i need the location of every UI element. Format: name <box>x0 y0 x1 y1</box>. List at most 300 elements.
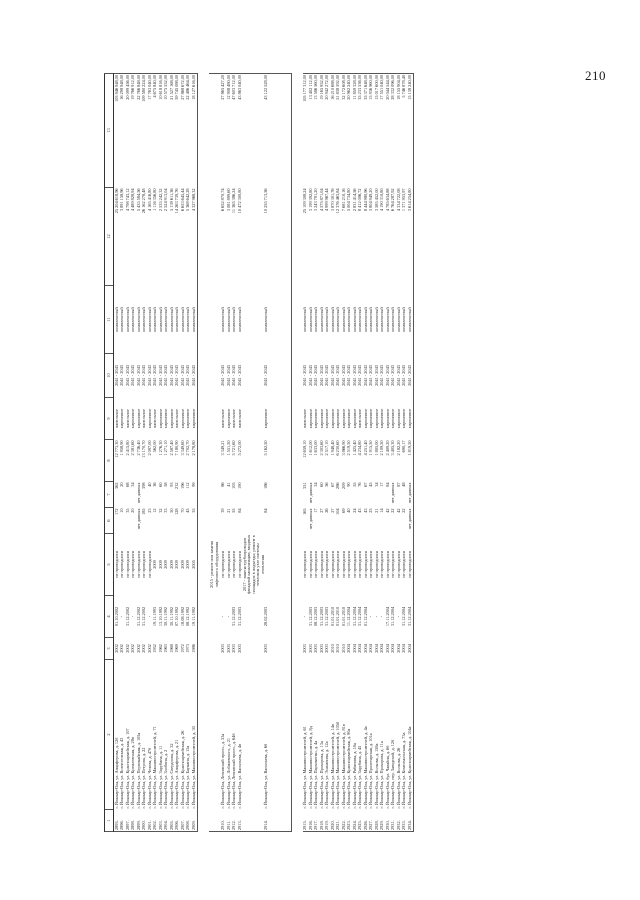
cell-privatization-date: - <box>119 615 125 618</box>
cell-address: г. Йошкар-Ола, Ленинский просп., д. 53а <box>220 733 226 809</box>
cell-apartments: 70 <box>179 508 185 513</box>
cell-residents: 190 <box>236 482 242 489</box>
cell-year-built: 1972 <box>179 644 185 653</box>
cell-apartments: 84 <box>236 508 242 513</box>
cell-cost-estimate: 12 376 463,84 <box>335 188 341 214</box>
column-header-2: 2 <box>105 660 114 810</box>
cell-row-number: 2934. <box>407 810 413 832</box>
cell-wall-material: кирпичное <box>395 408 401 429</box>
cell-wall-material: панельное <box>357 409 363 428</box>
cell-address: г. Йошкар-Ола, ул. Лобачевского, д. 21 <box>225 737 231 809</box>
cell-residents: 186 <box>243 482 292 508</box>
cell-apartments: 10 <box>119 508 125 513</box>
cell-repair-type: комплексный <box>318 307 324 332</box>
cell-cost-estimate: 5 139 611,36 <box>168 188 174 211</box>
cell-year-built: 1986 <box>191 638 197 660</box>
cell-wall-material: панельное <box>302 409 308 428</box>
column-header-6: 6 <box>105 508 114 534</box>
cell-cost-estimate: 4 334 722,08 <box>395 188 401 212</box>
column-header-9: 9 <box>105 398 114 440</box>
cell-planned-period: 2041 - 2043 <box>146 365 152 386</box>
cell-area: 2 409,20 <box>384 440 390 456</box>
cell-cost-estimate: 2 535 242,32 <box>157 188 163 212</box>
cell-address: г. Йошкар-Ола, бул. Чавайна, д. 6б <box>384 745 390 809</box>
cell-planned-period: 2041 - 2043 <box>390 365 396 386</box>
cell-cost-estimate: 11 365 386,24 <box>231 188 237 214</box>
cell-row-number: 2930. <box>385 810 391 832</box>
cell-address: г. Йошкар-Ола, ул. Злобина, д. 2 <box>163 749 169 809</box>
cell-apartments: 25 <box>368 508 374 513</box>
cell-total-cost: 13 402 112,00 <box>308 74 314 188</box>
cell-repair-type: комплексный <box>390 307 396 332</box>
cell-apartments: нет данных <box>407 508 413 534</box>
cell-privatization-date: 01.10.2002 <box>113 606 119 627</box>
cell-area: 2 109,50 <box>379 440 385 456</box>
cell-residents: 58 <box>163 482 169 487</box>
cell-year-built: 2002 <box>124 644 130 653</box>
cell-repair-type: комплексный <box>307 307 313 332</box>
cell-privatization-date: 19.11.1992 <box>191 596 197 638</box>
cell-privatization-date: - <box>130 615 136 618</box>
cell-privatization-date: 01.12.2004 <box>362 606 368 627</box>
cell-repair-type: комплексный <box>373 307 379 332</box>
cell-year-built <box>209 638 221 660</box>
cell-repair-type: комплексный <box>368 307 374 332</box>
cell-privatization-date: 31.12.2004 <box>357 606 363 627</box>
cell-residents: 68 <box>124 482 130 487</box>
cell-privatization-date: 31.12.2004 <box>390 606 396 627</box>
cell-last-repair: не проводился <box>357 551 363 578</box>
cell-last-repair: не проводился <box>368 551 374 578</box>
cell-cost-estimate: 3 870 301,76 <box>329 188 335 212</box>
cell-year-built: 2010 <box>340 644 346 653</box>
cell-apartments: 20 <box>130 508 136 513</box>
cell-row-number: 2908. <box>186 810 192 832</box>
cell-apartments: 165 <box>302 508 308 515</box>
cell-row-number: 2928. <box>374 810 380 832</box>
cell-last-repair: 2009 <box>157 560 163 569</box>
cell-cost-estimate: 26 162 278,48 <box>141 188 147 214</box>
cell-row-number: 2912. <box>232 810 238 832</box>
cell-wall-material: кирпичное <box>368 408 374 429</box>
cell-last-repair: не проводился <box>130 551 136 578</box>
cell-cost-estimate: 2 831 414,56 <box>351 188 357 212</box>
cell-privatization-date: - <box>379 615 385 618</box>
cell-wall-material: кирпичное <box>379 408 385 429</box>
cell-year-built: 2002 <box>135 644 141 653</box>
cell-address: г. Йошкар-Ола, ул. Анциферова, д. 12б <box>113 737 119 809</box>
cell-wall-material: панельное <box>231 409 237 428</box>
cell-row-number: 2917. <box>314 810 320 832</box>
cell-apartments: 14 <box>379 508 385 513</box>
cell-repair-type: комплексный <box>243 286 292 354</box>
cell-wall-material: кирпичное <box>313 408 319 429</box>
cell-year-built: 2004 <box>357 644 363 653</box>
cell-privatization-date: 31.12.2002 <box>124 606 130 627</box>
capital-repair-register-table <box>104 73 414 832</box>
cell-address: г. Йошкар-Ола, ул. Машиностроителей, д. 81в <box>340 724 346 809</box>
cell-year-built: 2003 <box>243 638 292 660</box>
cell-total-cost: 20 099 456,00 <box>125 74 131 188</box>
cell-privatization-date: 31.12.2003 <box>231 606 237 627</box>
cell-wall-material: кирпичное <box>335 408 341 429</box>
cell-row-number: 2904. <box>164 810 170 832</box>
cell-planned-period: 2041 - 2043 <box>174 365 180 386</box>
cell-wall-material: кирпичное <box>324 408 330 429</box>
table-body <box>114 74 414 832</box>
cell-privatization-date: - <box>395 615 401 618</box>
cell-total-cost: 12 908 480,00 <box>226 74 232 188</box>
cell-total-cost: 11 859 328,00 <box>352 74 358 188</box>
cell-total-cost: 22 486 464,00 <box>186 74 192 188</box>
cell-planned-period: 2041 - 2043 <box>373 365 379 386</box>
cell-last-repair: 2009 <box>179 560 185 569</box>
cell-total-cost: 27 868 672,00 <box>180 74 186 188</box>
cell-residents <box>209 482 221 508</box>
cell-privatization-date: 01.01.2010 <box>340 606 346 627</box>
cell-last-repair: не проводился <box>401 551 407 578</box>
cell-apartments: 32 <box>157 508 163 513</box>
cell-planned-period: 2041 - 2043 <box>236 365 242 386</box>
cell-apartments: 39 <box>220 508 226 513</box>
cell-total-cost: 5 746 878,40 <box>402 74 408 188</box>
cell-apartments: 128 <box>174 508 180 515</box>
cell-last-repair: не проводился <box>379 551 385 578</box>
cell-year-built: 2004 <box>351 644 357 653</box>
cell-area: 1 958,90 <box>119 440 125 456</box>
cell-area: 1 271,10 <box>163 440 169 456</box>
cell-last-repair: не проводился <box>307 551 313 578</box>
cell-total-cost: 59 745 088,00 <box>175 74 181 188</box>
cell-area: 1 819,50 <box>407 440 413 482</box>
cell-planned-period: 2041 - 2043 <box>119 365 125 386</box>
cell-year-built: 2004 <box>401 644 407 653</box>
column-number-row <box>105 74 114 832</box>
column-header-8: 8 <box>105 440 114 482</box>
cell-repair-type: комплексный <box>130 307 136 332</box>
cell-residents: 362 <box>113 482 119 489</box>
cell-row-number: 2909. <box>191 810 197 832</box>
cell-repair-type: комплексный <box>362 307 368 332</box>
cell-apartments: 172 <box>113 508 119 515</box>
cell-planned-period: 2041 - 2043 <box>329 365 335 386</box>
cell-area: 2 178,80 <box>191 440 197 482</box>
cell-address: г. Йошкар-Ола, ул. Волкова, д. 26 <box>395 747 401 809</box>
cell-privatization-date: - <box>368 615 374 618</box>
cell-total-cost: 28 332 096,00 <box>391 74 397 188</box>
cell-year-built: 2010 <box>335 644 341 653</box>
cell-wall-material: кирпичное <box>318 408 324 429</box>
column-header-10: 10 <box>105 354 114 398</box>
cell-cost-estimate: 4 190 310,80 <box>379 188 385 212</box>
cell-last-repair: не проводился <box>324 551 330 578</box>
cell-cost-estimate: 5 368 642,28 <box>185 188 191 212</box>
cell-cost-estimate: 3 614 254,80 <box>407 188 413 286</box>
cell-residents: 56 <box>324 482 330 487</box>
cell-year-built: 1969 <box>174 644 180 653</box>
cell-planned-period: 2041 - 2043 <box>113 365 119 386</box>
cell-cost-estimate: 3 199 392,80 <box>307 188 313 212</box>
cell-address: г. Йошкар-Ола, ул. Машиностроителей, д. 105б <box>335 721 341 809</box>
cell-area: 1 805,00 <box>373 440 379 456</box>
cell-address: г. Йошкар-Ола, ул. Машиностроителей, д. 71 <box>152 726 158 809</box>
cell-cost-estimate: 8 412 006,72 <box>357 188 363 212</box>
cell-wall-material: кирпичное <box>407 398 413 440</box>
cell-apartments: 21 <box>373 508 379 513</box>
cell-row-number: 2932. <box>396 810 402 832</box>
cell-year-built: 2003 <box>231 644 237 653</box>
cell-residents: 196 <box>179 482 185 489</box>
cell-privatization-date: 31.12.2003 <box>324 606 330 627</box>
cell-last-repair: не проводился <box>362 551 368 578</box>
cell-year-built: 2002 <box>141 644 147 653</box>
cell-wall-material: панельное <box>220 409 226 428</box>
cell-year-built: 2003 <box>313 644 319 653</box>
cell-wall-material: кирпичное <box>401 408 407 429</box>
cell-wall-material: кирпичное <box>119 408 125 429</box>
cell-planned-period: 2041 - 2043 <box>225 365 231 386</box>
cell-wall-material: кирпичное <box>130 408 136 429</box>
cell-cost-estimate: 4 798 743,12 <box>124 188 130 212</box>
cell-repair-type: комплексный <box>340 307 346 332</box>
cell-residents: 60 <box>157 482 163 487</box>
cell-row-number: 2919. <box>325 810 331 832</box>
cell-wall-material: панельное <box>124 409 130 428</box>
cell-apartments: 69 <box>340 508 346 513</box>
cell-year-built: 2003 <box>324 644 330 653</box>
cell-cost-estimate: 4 785 634,88 <box>384 188 390 212</box>
cell-last-repair: 2009 <box>174 560 180 569</box>
cell-address: г. Йошкар-Ола, ул. Машиностроителей, д. 4а <box>362 726 368 809</box>
column-header-11: 11 <box>105 286 114 354</box>
cell-repair-type: комплексный <box>157 307 163 332</box>
cell-total-cost: 105 946 948,00 <box>114 74 120 188</box>
cell-last-repair: не проводился <box>302 551 308 578</box>
cell-privatization-date: 13.10.1992 <box>157 606 163 627</box>
cell-year-built: 2004 <box>407 638 413 660</box>
cell-last-repair: не проводился <box>220 551 226 578</box>
cell-last-repair: не проводился <box>124 551 130 578</box>
cell-last-repair: не проводился <box>340 551 346 578</box>
cell-row-number: 2927. <box>369 810 375 832</box>
cell-residents: 60 <box>318 482 324 487</box>
cell-row-number: 2899. <box>136 810 142 832</box>
cell-apartments: 33 <box>163 508 169 513</box>
cell-area: 1 948,40 <box>329 440 335 456</box>
cell-last-repair: не проводился <box>329 551 335 578</box>
cell-area: 3 866,90 <box>340 440 346 456</box>
cell-row-number: 2929. <box>380 810 386 832</box>
cell-cost-estimate: 10 255 713,56 <box>243 188 292 286</box>
cell-planned-period: 2041 - 2043 <box>302 365 308 386</box>
cell-privatization-date: 08.12.1992 <box>185 606 191 627</box>
cell-row-number: 2907. <box>180 810 186 832</box>
cell-row-number: 2906. <box>175 810 181 832</box>
cell-repair-type: комплексный <box>335 307 341 332</box>
cell-total-cost: 13 586 560,00 <box>314 74 320 188</box>
cell-wall-material: кирпичное <box>157 408 163 429</box>
cell-planned-period: 2041 - 2043 <box>407 354 413 398</box>
cell-repair-type: комплексный <box>407 286 413 354</box>
cell-address: г. Йошкар-Ола, ул. Свердлова, д. 32 <box>168 743 174 809</box>
cell-wall-material: панельное <box>113 409 119 428</box>
cell-repair-type: комплексный <box>231 307 237 332</box>
table-row <box>407 74 413 832</box>
cell-total-cost: 17 551 040,00 <box>380 74 386 188</box>
cell-cost-estimate: 1 116 356,80 <box>152 188 158 211</box>
cell-residents: 286 <box>335 482 341 489</box>
cell-area: 3 349,21 <box>220 440 226 456</box>
cell-planned-period: 2041 - 2043 <box>231 365 237 386</box>
cell-cost-estimate: 4 999 967,44 <box>324 188 330 212</box>
cell-row-number: 2922. <box>341 810 347 832</box>
cell-repair-type: комплексный <box>220 307 226 332</box>
cell-cost-estimate: 25 204 618,96 <box>113 188 119 214</box>
cell-repair-type: комплексный <box>124 307 130 332</box>
cell-total-cost: 21 527 168,00 <box>169 74 175 188</box>
cell-total-cost: 20 044 544,00 <box>385 74 391 188</box>
cell-cost-estimate: 1 371 953,97 <box>401 188 407 212</box>
cell-residents: нет данных <box>407 482 413 508</box>
cell-privatization-date: 07.10.1992 <box>174 606 180 627</box>
cell-residents: 41 <box>225 482 231 487</box>
cell-year-built: 2003 <box>236 644 242 653</box>
cell-total-cost: 18 155 904,00 <box>396 74 402 188</box>
cell-total-cost: 47 603 712,00 <box>232 74 238 188</box>
cell-wall-material: кирпичное <box>243 398 292 440</box>
cell-area: 4 251,40 <box>362 440 368 456</box>
cell-planned-period: 2041 - 2043 <box>130 365 136 386</box>
cell-address: г. Йошкар-Ола, ул. Комсомольская, д. 73а <box>401 732 407 809</box>
cell-address: г. Йошкар-Ола, Ленинский просп., д. 64б <box>231 733 237 809</box>
cell-repair-type: комплексный <box>324 307 330 332</box>
cell-last-repair: не проводился <box>225 551 231 578</box>
cell-address: г. Йошкар-Ола, ул. Машиностроителей, д. 61 <box>302 726 308 809</box>
cell-residents: 36 <box>152 482 158 487</box>
cell-area: 2 097,00 <box>146 440 152 456</box>
cell-address: г. Йошкар-Ола, ул. Машиностроителей, д. 8д <box>307 726 313 809</box>
cell-address: г. Йошкар-Ола, ул. Петрова, д. 22 <box>141 747 147 809</box>
cell-address: г. Йошкар-Ола, ул. Пархоменко, д. 4а <box>313 740 319 809</box>
cell-address: г. Йошкар-Ола, ул. Васильева, д. 4в <box>236 743 242 809</box>
cell-cost-estimate: 3 585 452,00 <box>373 188 379 212</box>
cell-area: 2 303,60 <box>318 440 324 456</box>
cell-privatization-date: 01.01.2010 <box>335 606 341 627</box>
cell-year-built: 2004 <box>362 644 368 653</box>
cell-row-number: 2900. <box>142 810 148 832</box>
cell-last-repair: не проводился <box>351 551 357 578</box>
cell-total-cost: 51 838 592,00 <box>336 74 342 188</box>
cell-area: 2 415,80 <box>124 440 130 456</box>
cell-wall-material: кирпичное <box>168 408 174 429</box>
cell-wall-material: кирпичное <box>390 408 396 429</box>
cell-row-number: 2923. <box>347 810 353 832</box>
cell-residents: 55 <box>351 482 357 487</box>
cell-residents: 112 <box>185 482 191 489</box>
cell-wall-material: кирпичное <box>329 408 335 429</box>
cell-address: г. Йошкар-Ола, ул. Прохорова, д. 13а <box>318 741 324 809</box>
cell-row-number: 2914. <box>243 810 292 832</box>
cell-year-built: 2004 <box>346 644 352 653</box>
cell-area: 12 659,10 <box>302 440 308 458</box>
rotated-page <box>104 74 536 832</box>
cell-wall-material: кирпичное <box>346 408 352 429</box>
cell-area: 1 633,00 <box>313 440 319 456</box>
cell-last-repair: не проводился <box>236 551 242 578</box>
cell-planned-period: 2041 - 2043 <box>135 365 141 386</box>
cell-total-cost: 20 942 272,00 <box>325 74 331 188</box>
cell-last-repair: не проводился <box>395 551 401 578</box>
cell-row-number: 2905. <box>169 810 175 832</box>
cell-total-cost: 43 863 040,00 <box>237 74 243 188</box>
cell-apartments: 45 <box>185 508 191 513</box>
cell-planned-period: 2041 - 2043 <box>379 365 385 386</box>
column-header-13: 13 <box>105 74 114 188</box>
cell-last-repair: не проводился <box>407 534 413 596</box>
cell-address: г. Йошкар-Ола, ул. Баумана, д. 15а <box>185 745 191 809</box>
cell-residents: 20 <box>119 482 125 487</box>
cell-planned-period: 2041 - 2043 <box>368 365 374 386</box>
cell-row-number: 2896. <box>120 810 126 832</box>
cell-privatization-date: - <box>302 615 308 618</box>
cell-address: г. Йошкар-Ола, ул. Красноармейская, д. 104а <box>407 660 413 810</box>
cell-row-number: 2915. <box>303 810 309 832</box>
cell-address: г. Йошкар-Ола, ул. Васильева, д. 6б <box>243 660 292 810</box>
page-number: 210 <box>585 68 606 83</box>
cell-cost-estimate: 6 764 287,92 <box>390 188 396 212</box>
cell-residents: нет данных <box>390 482 396 504</box>
cell-last-repair: не проводился <box>318 551 324 578</box>
cell-repair-type: комплексный <box>225 307 231 332</box>
cell-year-built: 2003 <box>302 644 308 653</box>
cell-wall-material: кирпичное <box>163 408 169 429</box>
cell-cost-estimate: 6 653 645,44 <box>179 188 185 212</box>
cell-total-cost: 35 233 536,00 <box>358 74 364 188</box>
cell-wall-material: кирпичное <box>185 408 191 429</box>
cell-address: г. Йошкар-Ола, ул. Анциферова, д. 21 <box>174 739 180 809</box>
cell-wall-material: кирпичное <box>362 408 368 429</box>
cell-planned-period: 2041 - 2043 <box>185 365 191 386</box>
cell-area: 1 915,50 <box>368 440 374 456</box>
cell-apartments: нет данных <box>135 508 141 530</box>
cell-repair-type: комплексный <box>163 307 169 332</box>
cell-last-repair: не проводился <box>373 551 379 578</box>
cell-area: 2 702,70 <box>185 440 191 456</box>
cell-cost-estimate: 3 081 899,60 <box>225 188 231 212</box>
cell-apartments <box>209 508 221 534</box>
cell-total-cost: 105 177 312,00 <box>303 74 309 188</box>
cell-planned-period: 2041 - 2043 <box>324 365 330 386</box>
cell-year-built: 2002 <box>146 644 152 653</box>
cell-repair-type: комплексный <box>185 307 191 332</box>
cell-repair-type: комплексный <box>113 307 119 332</box>
cell-row-number: 2902. <box>153 810 159 832</box>
cell-total-cost: 43 122 528,00 <box>243 74 292 188</box>
column-header-12: 12 <box>105 188 114 286</box>
cell-area <box>209 440 221 482</box>
cell-wall-material: кирпичное <box>135 408 141 429</box>
cell-cost-estimate: 4 165 416,80 <box>146 188 152 212</box>
cell-repair-type: комплексный <box>146 307 152 332</box>
cell-area: 1 551,50 <box>225 440 231 456</box>
cell-last-repair: не проводился <box>119 551 125 578</box>
cell-residents: 93 <box>168 482 174 487</box>
cell-privatization-date: - <box>373 615 379 618</box>
cell-privatization-date: 17.11.2004 <box>384 606 390 627</box>
cell-residents: 209 <box>340 482 346 489</box>
cell-area: 2 517,10 <box>324 440 330 456</box>
cell-cost-estimate: 25 109 308,24 <box>302 188 308 214</box>
